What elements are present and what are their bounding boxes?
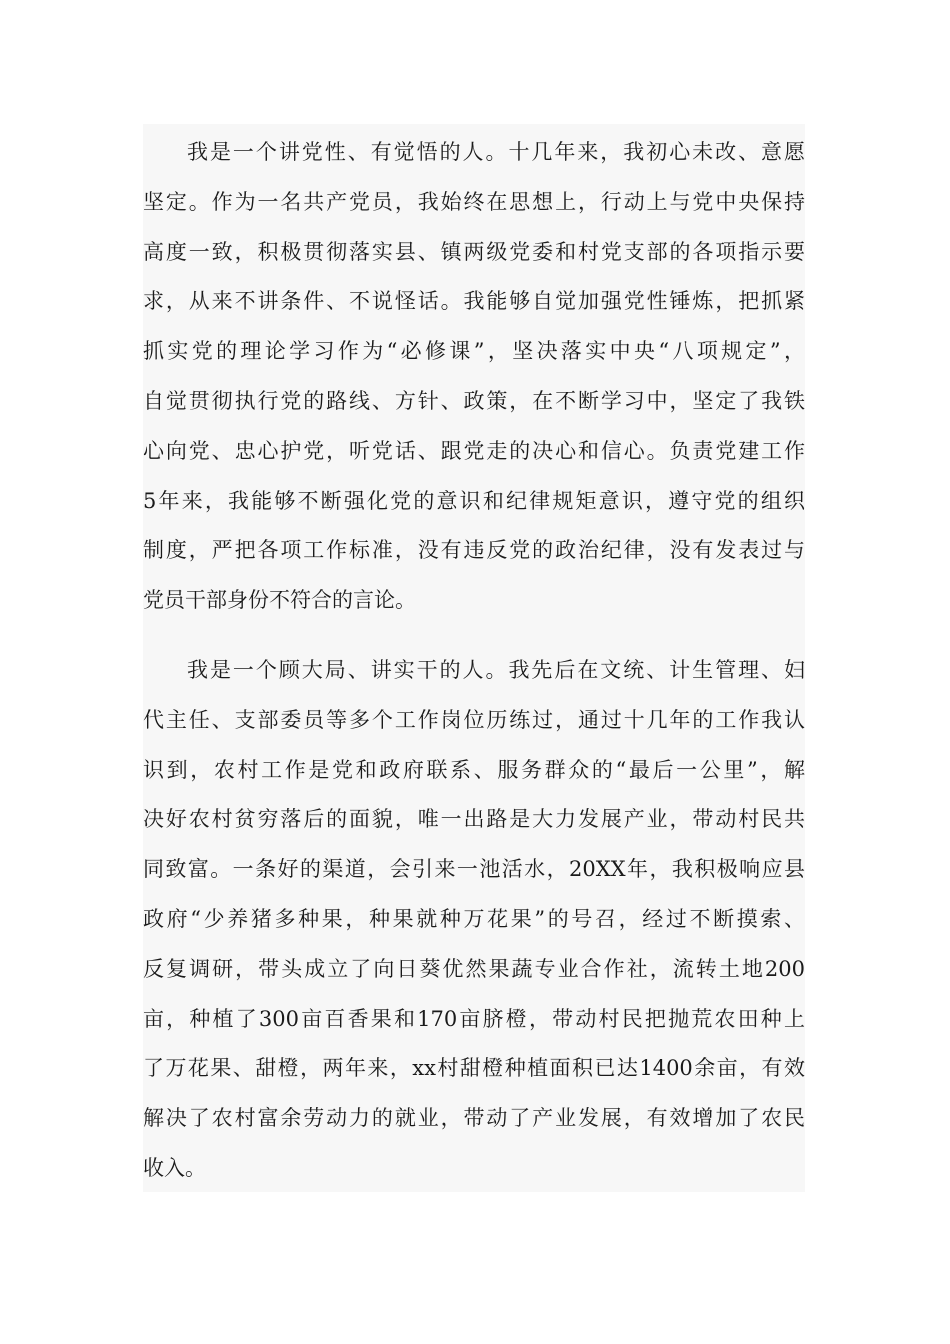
paragraph-line: 我是一个讲党性、有觉悟的人。十几年来，我初心未改、意愿 — [187, 140, 805, 164]
paragraph-line: 坚定。作为一名共产党员，我始终在思想上，行动上与党中央保持 — [143, 189, 805, 214]
paragraph-line: 5年来，我能够不断强化党的意识和纪律规矩意识，遵守党的组织 — [143, 488, 805, 513]
paragraph-line: 求，从来不讲条件、不说怪话。我能够自觉加强党性锤炼，把抓紧 — [143, 289, 805, 314]
document-body — [143, 124, 805, 1192]
paragraph-line: 自觉贯彻执行党的路线、方针、政策，在不断学习中，坚定了我铁 — [143, 388, 805, 413]
paragraph-line: 抓实党的理论学习作为“必修课”，坚决落实中央“八项规定”， — [143, 339, 805, 364]
paragraph-line: 决好农村贫穷落后的面貌，唯一出路是大力发展产业，带动村民共 — [143, 807, 805, 832]
paragraph-line: 了万花果、甜橙，两年来，xx村甜橙种植面积已达1400余亩，有效 — [143, 1056, 805, 1081]
paragraph-line: 收入。 — [143, 1155, 206, 1180]
paragraph-line: 识到，农村工作是党和政府联系、服务群众的“最后一公里”，解 — [143, 757, 805, 782]
paragraph-line: 亩，种植了300亩百香果和170亩脐橙，带动村民把抛荒农田种上 — [143, 1006, 805, 1031]
paragraph-2 — [143, 646, 805, 1194]
paragraph-line: 反复调研，带头成立了向日葵优然果蔬专业合作社，流转土地200 — [143, 956, 805, 981]
paragraph-line: 我是一个顾大局、讲实干的人。我先后在文统、计生管理、妇 — [187, 658, 805, 682]
paragraph-1 — [143, 128, 805, 626]
paragraph-line: 同致富。一条好的渠道，会引来一池活水，20XX年，我积极响应县 — [143, 857, 805, 882]
paragraph-line: 制度，严把各项工作标准，没有违反党的政治纪律，没有发表过与 — [143, 538, 805, 563]
paragraph-line: 解决了农村富余劳动力的就业，带动了产业发展，有效增加了农民 — [143, 1106, 805, 1131]
paragraph-line: 心向党、忠心护党，听党话、跟党走的决心和信心。负责党建工作 — [143, 438, 805, 463]
paragraph-line: 高度一致，积极贯彻落实县、镇两级党委和村党支部的各项指示要 — [143, 239, 805, 264]
paragraph-line: 代主任、支部委员等多个工作岗位历练过，通过十几年的工作我认 — [143, 707, 805, 732]
paragraph-line: 政府“少养猪多种果，种果就种万花果”的号召，经过不断摸索、 — [143, 906, 805, 931]
paragraph-line: 党员干部身份不符合的言论。 — [143, 588, 416, 613]
